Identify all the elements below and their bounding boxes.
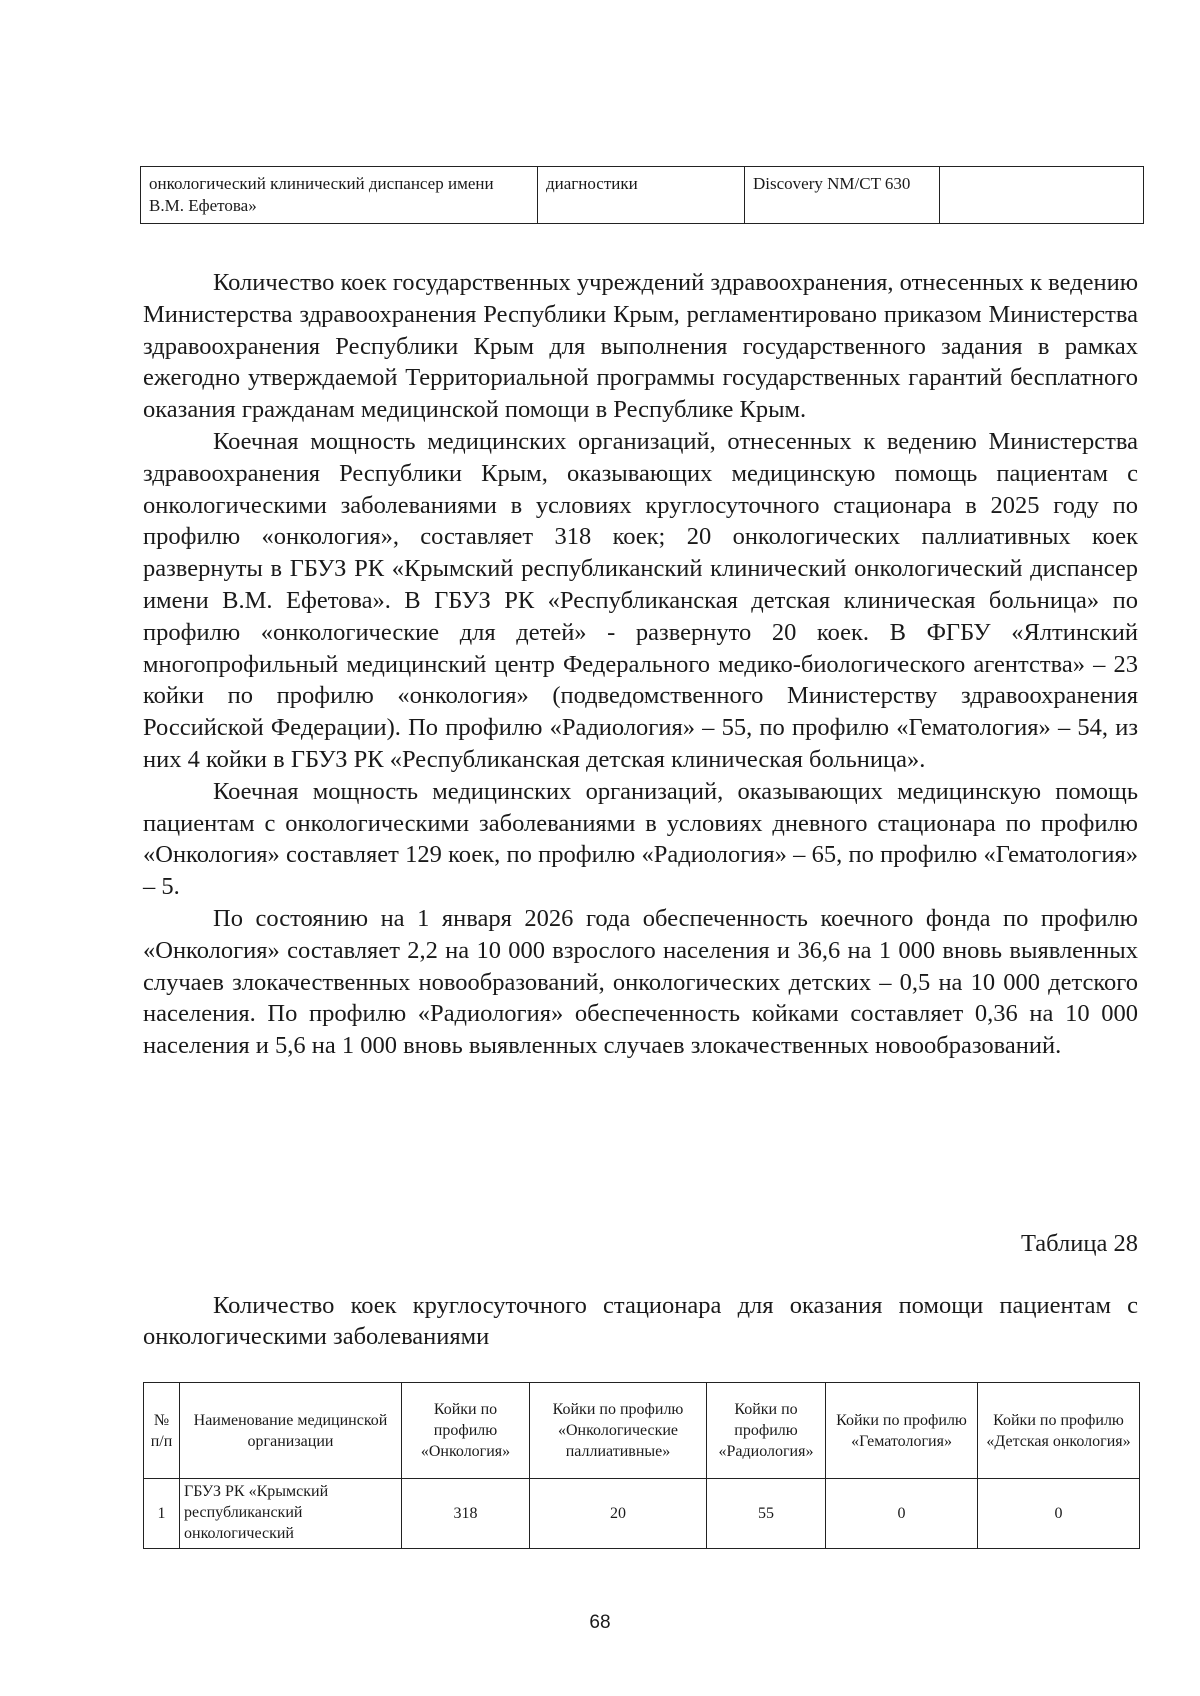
table-header-row xyxy=(144,1383,1140,1479)
table-title: Количество коек круглосуточного стационара для оказания помощи пациентам с онкологическими заболеваниями xyxy=(143,1292,1138,1350)
header-number: № п/п xyxy=(144,1383,180,1479)
cell-number: 1 xyxy=(144,1479,180,1549)
paragraph-round-the-clock-capacity: Коечная мощность медицинских организаций, отнесенных к ведению Министерства здравоохранения Республики Крым, оказывающих медицинскую помощь пациентам с онкологическими заболеваниями в условиях круглосуточного стационара в 2025 году по профилю «онкология», составляет 318 коек; 20 онкологических паллиативных коек развернуты в ГБУЗ РК «Крымский республиканский клинический онкологический диспансер имени В.М. Ефетова». В ГБУЗ РК «Республиканская детская клиническая больница» по профилю «онкологические для детей» - развернуто 20 коек. В ФГБУ «Ялтинский многопрофильный медицинский центр Федерального медико-биологического агентства» – 23 койки по профилю «онкология» (подведомственного Министерству здравоохранения Российской Федерации). По профилю «Радиология» – 55, по профилю «Гематология» – 54, из них 4 койки в ГБУЗ РК «Республиканская детская клиническая больница». xyxy=(143,427,1138,773)
cell-hematology: 0 xyxy=(826,1479,978,1549)
header-hematology: Койки по профилю «Гематология» xyxy=(826,1383,978,1479)
table-cell-organization: онкологический клинический диспансер имени В.М. Ефетова» xyxy=(141,167,538,224)
page-number: 68 xyxy=(589,1612,611,1633)
table-row xyxy=(144,1479,1140,1549)
paragraph-bed-provision: По состоянию на 1 января 2026 года обеспеченность коечного фонда по профилю «Онкология» составляет 2,2 на 10 000 взрослого населения и 36,6 на 1 000 вновь выявленных случаев злокачественных новообразований, онкологических детских – 0,5 на 10 000 детского населения. По профилю «Радиология» обеспеченность койками составляет 0,36 на 10 000 населения и 5,6 на 1 000 вновь выявленных случаев злокачественных новообразований. xyxy=(143,904,1138,1060)
table-cell-equipment: Discovery NM/CT 630 xyxy=(745,167,940,224)
header-radiology: Койки по профилю «Радиология» xyxy=(707,1383,826,1479)
header-organization: Наименование медицинской организации xyxy=(180,1383,402,1479)
cell-organization: ГБУЗ РК «Крымский республиканский онкологический xyxy=(180,1479,402,1549)
cell-radiology: 55 xyxy=(707,1479,826,1549)
header-palliative: Койки по профилю «Онкологические паллиативные» xyxy=(530,1383,707,1479)
body-text xyxy=(143,267,1138,1062)
table-cell-purpose: диагностики xyxy=(538,167,745,224)
paragraph-bed-regulation: Количество коек государственных учреждений здравоохранения, отнесенных к ведению Министерства здравоохранения Республики Крым, регламентировано приказом Министерства здравоохранения Республики Крым для выполнения государственного задания в рамках ежегодно утверждаемой Территориальной программы государственных гарантий бесплатного оказания гражданам медицинской помощи в Республике Крым. xyxy=(143,269,1138,424)
table-label: Таблица 28 xyxy=(1020,1230,1138,1257)
paragraph-day-hospital-capacity: Коечная мощность медицинских организаций, оказывающих медицинскую помощь пациентам с онкологическими заболеваниями в условиях дневного стационара по профилю «Онкология» составляет 129 коек, по профилю «Радиология» – 65, по профилю «Гематология» – 5. xyxy=(143,777,1138,901)
header-pediatric-oncology: Койки по профилю «Детская онкология» xyxy=(978,1383,1140,1479)
cell-palliative: 20 xyxy=(530,1479,707,1549)
cell-pediatric-oncology: 0 xyxy=(978,1479,1140,1549)
header-oncology: Койки по профилю «Онкология» xyxy=(402,1383,530,1479)
beds-table xyxy=(143,1382,1140,1549)
cell-oncology: 318 xyxy=(402,1479,530,1549)
continued-equipment-table xyxy=(140,166,1144,224)
table-cell-empty xyxy=(940,167,1144,224)
table-row xyxy=(141,167,1144,224)
